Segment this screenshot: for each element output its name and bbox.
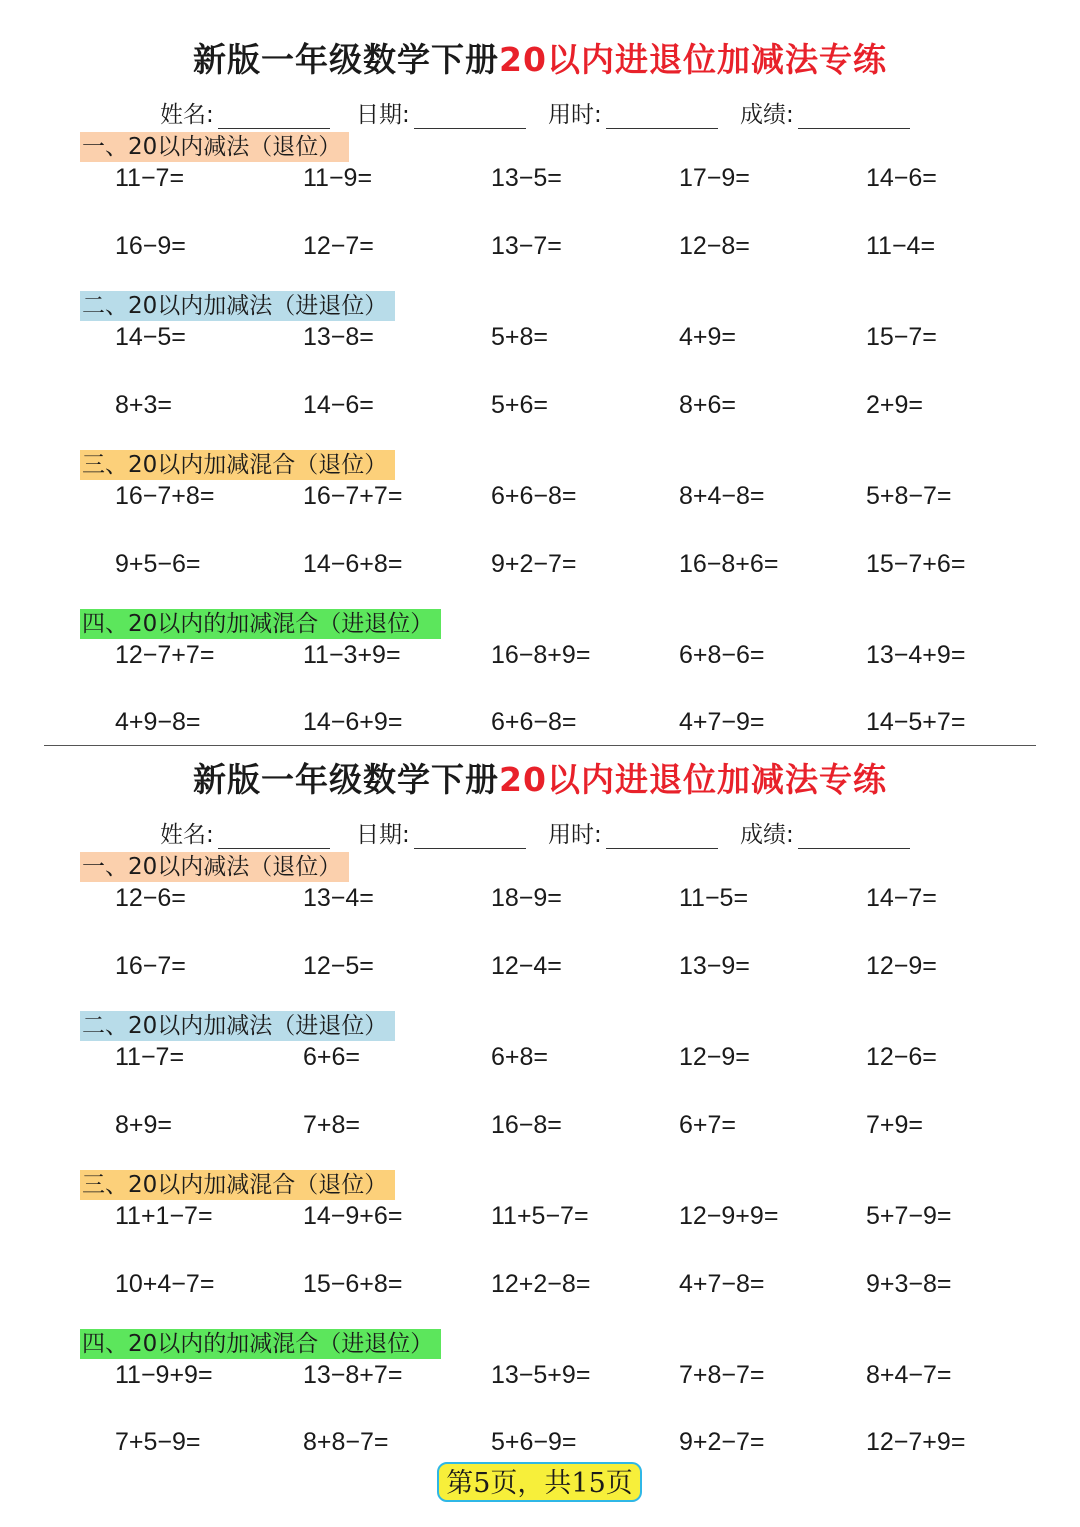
problem: 12+2−8= <box>491 1270 591 1298</box>
problem-row <box>0 1043 1080 1077</box>
section-heading: 二、20以内加减法（进退位） <box>80 291 395 321</box>
problem: 12−7+9= <box>866 1428 966 1456</box>
worksheet-title <box>0 754 1080 801</box>
problem: 11−5= <box>679 884 749 912</box>
problem: 14−5+7= <box>866 708 966 736</box>
date-label: 日期: <box>356 822 410 848</box>
problem: 13−9= <box>679 952 750 980</box>
problem: 7+5−9= <box>115 1428 201 1456</box>
problem: 5+6= <box>491 391 549 419</box>
problem: 8+4−8= <box>679 482 765 510</box>
problem: 13−4+9= <box>866 641 966 669</box>
section-heading: 三、20以内加减混合（退位） <box>80 1170 395 1200</box>
date-field[interactable] <box>356 816 526 849</box>
problem-row <box>0 952 1080 986</box>
section-heading: 一、20以内减法（退位） <box>80 132 349 162</box>
problem: 12−7+7= <box>115 641 215 669</box>
problem: 12−8= <box>679 232 750 260</box>
problem: 16−8+6= <box>679 550 779 578</box>
problem: 14−7= <box>866 884 937 912</box>
problem: 11−9= <box>303 164 373 192</box>
section-heading: 二、20以内加减法（进退位） <box>80 1011 395 1041</box>
problem: 15−7= <box>866 323 937 351</box>
section-heading: 一、20以内减法（退位） <box>80 852 349 882</box>
problem: 16−7+8= <box>115 482 215 510</box>
date-blank[interactable] <box>414 826 526 849</box>
problem: 12−9= <box>866 952 937 980</box>
name-field[interactable] <box>160 96 330 129</box>
problem: 6+8−6= <box>679 641 765 669</box>
problem: 12−9= <box>679 1043 750 1071</box>
problem: 8+9= <box>115 1111 173 1139</box>
section-heading: 四、20以内的加减混合（进退位） <box>80 609 441 639</box>
problem-row <box>0 164 1080 198</box>
problem: 9+2−7= <box>679 1428 765 1456</box>
problem: 6+6−8= <box>491 482 577 510</box>
time-label: 用时: <box>548 102 602 128</box>
problem: 4+9−8= <box>115 708 201 736</box>
score-blank[interactable] <box>798 826 910 849</box>
problem: 16−9= <box>115 232 186 260</box>
problem: 9+5−6= <box>115 550 201 578</box>
time-field[interactable] <box>548 96 718 129</box>
name-blank[interactable] <box>218 106 330 129</box>
date-label: 日期: <box>356 102 410 128</box>
problem: 8+3= <box>115 391 173 419</box>
problem-row <box>0 884 1080 918</box>
problem: 7+9= <box>866 1111 924 1139</box>
problem: 8+4−7= <box>866 1361 952 1389</box>
problem: 16−8+9= <box>491 641 591 669</box>
problem: 5+6−9= <box>491 1428 577 1456</box>
problem: 11−7= <box>115 1043 185 1071</box>
problem: 7+8−7= <box>679 1361 765 1389</box>
section-heading: 四、20以内的加减混合（进退位） <box>80 1329 441 1359</box>
problem: 14−6= <box>866 164 937 192</box>
problem: 12−9+9= <box>679 1202 779 1230</box>
worksheet-1 <box>0 0 1080 740</box>
title-prefix: 新版一年级数学下册 <box>193 40 500 79</box>
problem: 14−6+8= <box>303 550 403 578</box>
problem: 2+9= <box>866 391 924 419</box>
score-label: 成绩: <box>740 822 794 848</box>
problem: 11+1−7= <box>115 1202 213 1230</box>
section-heading: 三、20以内加减混合（退位） <box>80 450 395 480</box>
problem: 13−8= <box>303 323 374 351</box>
name-blank[interactable] <box>218 826 330 849</box>
name-field[interactable] <box>160 816 330 849</box>
problem: 13−5+9= <box>491 1361 591 1389</box>
problem: 7+8= <box>303 1111 361 1139</box>
title-highlight: 20以内进退位加减法专练 <box>499 40 887 79</box>
problem: 6+7= <box>679 1111 737 1139</box>
score-label: 成绩: <box>740 102 794 128</box>
date-field[interactable] <box>356 96 526 129</box>
problem: 18−9= <box>491 884 562 912</box>
score-blank[interactable] <box>798 106 910 129</box>
problem-row <box>0 1270 1080 1304</box>
problem: 6+8= <box>491 1043 549 1071</box>
problem: 4+9= <box>679 323 737 351</box>
problem: 8+6= <box>679 391 737 419</box>
info-row <box>160 816 940 850</box>
score-field[interactable] <box>740 96 910 129</box>
page-number-badge: 第5页，共15页 <box>437 1462 642 1502</box>
score-field[interactable] <box>740 816 910 849</box>
problem-row <box>0 391 1080 425</box>
problem: 15−7+6= <box>866 550 966 578</box>
problem: 14−5= <box>115 323 186 351</box>
problem: 11−3+9= <box>303 641 401 669</box>
problem: 9+3−8= <box>866 1270 952 1298</box>
problem-row <box>0 1111 1080 1145</box>
problem: 11−7= <box>115 164 185 192</box>
info-row <box>160 96 940 130</box>
problem: 12−6= <box>866 1043 937 1071</box>
problem-row <box>0 550 1080 584</box>
problem-row <box>0 482 1080 516</box>
problem: 16−7+7= <box>303 482 403 510</box>
problem: 13−4= <box>303 884 374 912</box>
problem: 15−6+8= <box>303 1270 403 1298</box>
problem: 13−5= <box>491 164 562 192</box>
problem: 11+5−7= <box>491 1202 589 1230</box>
problem: 12−7= <box>303 232 374 260</box>
problem: 17−9= <box>679 164 750 192</box>
problem-row <box>0 641 1080 675</box>
problem-row <box>0 1361 1080 1395</box>
time-blank[interactable] <box>606 106 718 129</box>
problem: 13−8+7= <box>303 1361 403 1389</box>
worksheet-title <box>0 34 1080 81</box>
time-blank[interactable] <box>606 826 718 849</box>
problem: 12−5= <box>303 952 374 980</box>
problem-row <box>0 323 1080 357</box>
problem: 4+7−8= <box>679 1270 765 1298</box>
time-label: 用时: <box>548 822 602 848</box>
problem: 13−7= <box>491 232 562 260</box>
problem: 6+6= <box>303 1043 361 1071</box>
problem-row <box>0 232 1080 266</box>
problem: 16−8= <box>491 1111 562 1139</box>
problem: 16−7= <box>115 952 186 980</box>
problem: 5+7−9= <box>866 1202 952 1230</box>
problem: 8+8−7= <box>303 1428 389 1456</box>
problem-row <box>0 1202 1080 1236</box>
problem: 14−9+6= <box>303 1202 403 1230</box>
name-label: 姓名: <box>160 102 214 128</box>
problem: 12−4= <box>491 952 562 980</box>
problem: 11−9+9= <box>115 1361 213 1389</box>
date-blank[interactable] <box>414 106 526 129</box>
problem: 5+8−7= <box>866 482 952 510</box>
time-field[interactable] <box>548 816 718 849</box>
problem: 14−6+9= <box>303 708 403 736</box>
title-highlight: 20以内进退位加减法专练 <box>499 760 887 799</box>
name-label: 姓名: <box>160 822 214 848</box>
problem: 5+8= <box>491 323 549 351</box>
problem: 14−6= <box>303 391 374 419</box>
worksheet-2 <box>0 720 1080 1460</box>
title-prefix: 新版一年级数学下册 <box>193 760 500 799</box>
problem: 6+6−8= <box>491 708 577 736</box>
problem: 4+7−9= <box>679 708 765 736</box>
problem-row <box>0 1428 1080 1462</box>
problem: 12−6= <box>115 884 186 912</box>
problem: 9+2−7= <box>491 550 577 578</box>
problem: 10+4−7= <box>115 1270 215 1298</box>
problem: 11−4= <box>866 232 936 260</box>
